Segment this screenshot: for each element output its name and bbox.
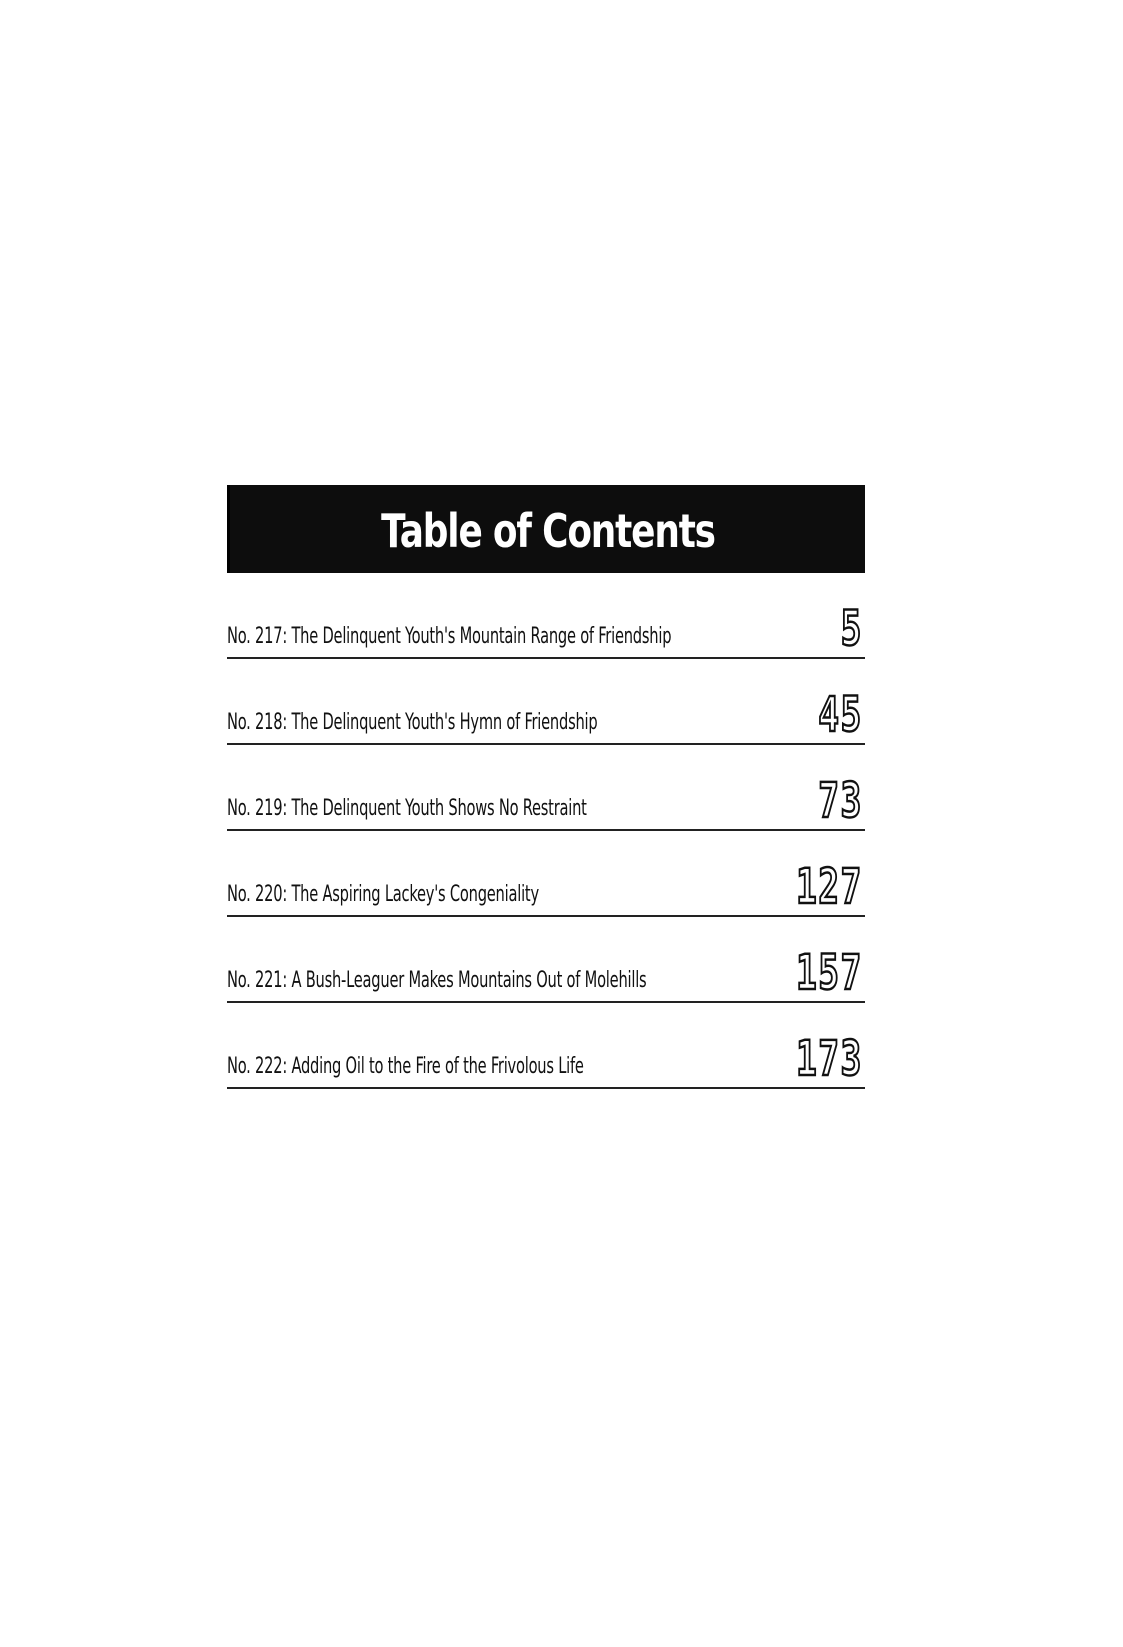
table-of-contents [227, 485, 865, 1089]
toc-entry-title: No. 218: The Delinquent Youth's Hymn of Friendship [227, 710, 598, 735]
toc-entry-title: No. 219: The Delinquent Youth Shows No Restraint [227, 796, 587, 821]
toc-entry-221[interactable] [227, 917, 865, 1003]
toc-entry-page-number: 127 [796, 859, 863, 915]
toc-entry-title: No. 221: A Bush-Leaguer Makes Mountains Out of Molehills [227, 968, 647, 993]
toc-entry-page-number: 173 [796, 1031, 863, 1087]
toc-entry-219[interactable] [227, 745, 865, 831]
toc-title: Table of Contents [380, 504, 715, 558]
toc-entry-page-number: 5 [840, 601, 863, 657]
toc-entry-217[interactable] [227, 573, 865, 659]
toc-entry-title: No. 220: The Aspiring Lackey's Congeniality [227, 882, 539, 907]
toc-entry-218[interactable] [227, 659, 865, 745]
toc-entry-page-number: 45 [818, 687, 863, 743]
toc-entry-list [227, 573, 865, 1089]
toc-entry-title: No. 222: Adding Oil to the Fire of the Frivolous Life [227, 1054, 584, 1079]
toc-entry-222[interactable] [227, 1003, 865, 1089]
toc-entry-220[interactable] [227, 831, 865, 917]
toc-entry-title: No. 217: The Delinquent Youth's Mountain Range of Friendship [227, 624, 672, 649]
toc-entry-page-number: 157 [796, 945, 863, 1001]
toc-entry-page-number: 73 [818, 773, 863, 829]
toc-header-banner [227, 485, 865, 573]
